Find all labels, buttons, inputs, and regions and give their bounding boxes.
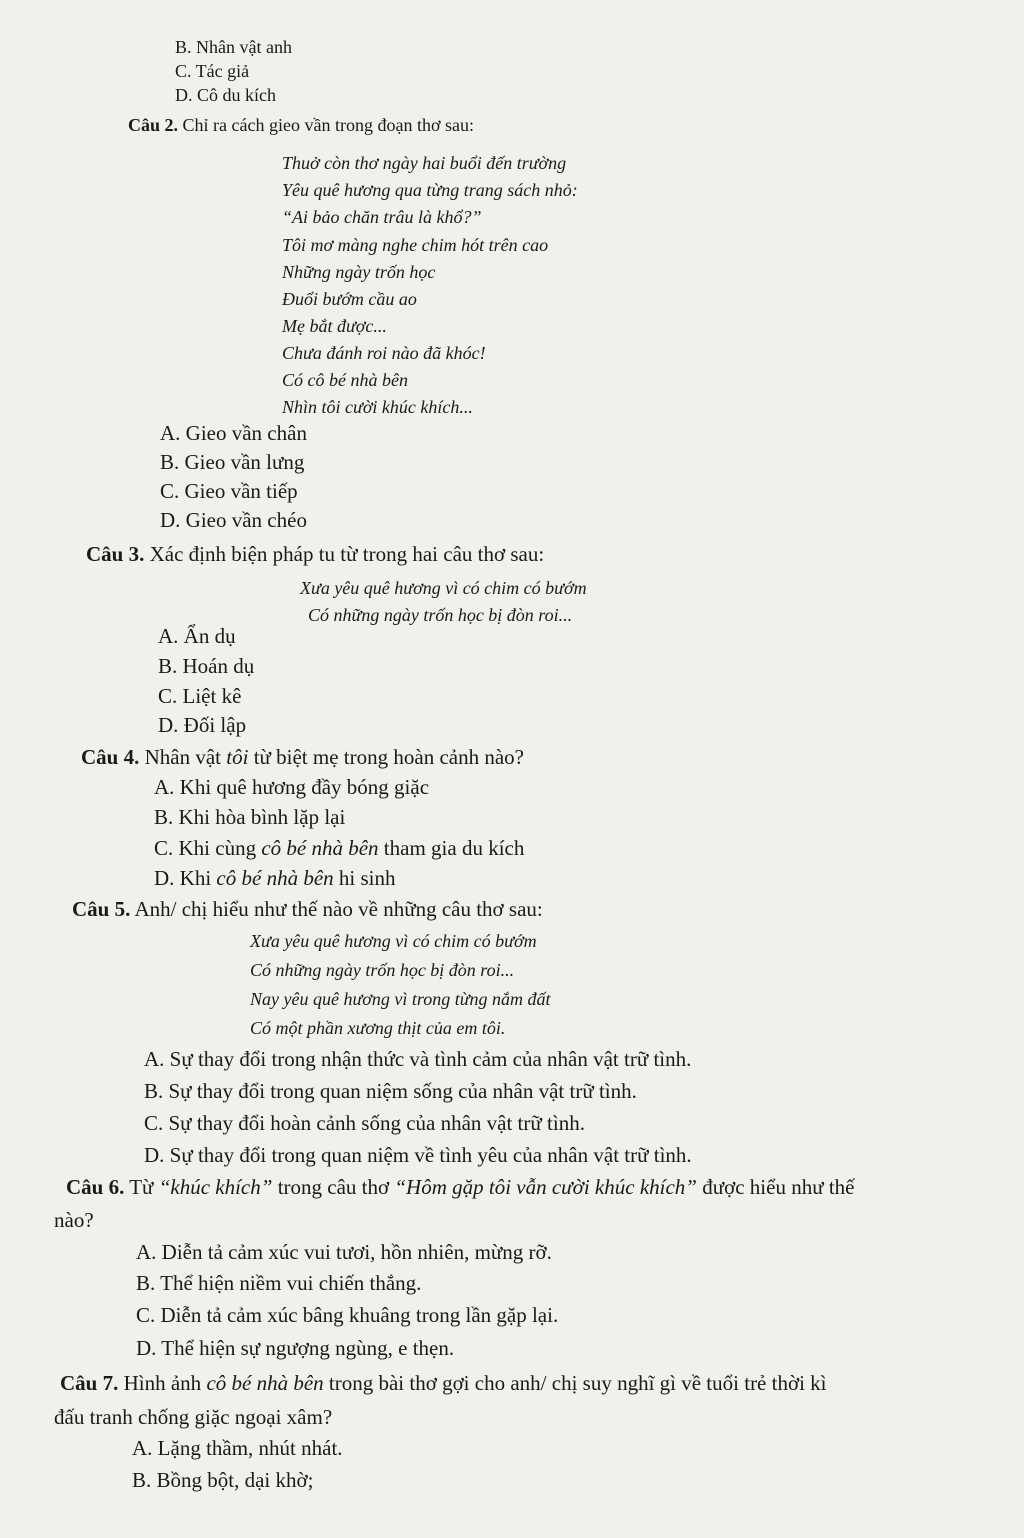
q2-poem-line: Chưa đánh roi nào đã khóc! [282,343,486,363]
q3-label: Câu 3. [86,542,145,566]
q4-option-b: B. Khi hòa bình lặp lại [154,805,346,829]
q2-option-c: C. Gieo vần tiếp [160,479,298,503]
q6-heading [66,1174,854,1200]
q7-prompt-1: Hình ảnh [118,1371,207,1395]
q2-option-a: A. Gieo vần chân [160,421,307,445]
q1-option-b: B. Nhân vật anh [175,37,292,57]
q4-label: Câu 4. [81,745,140,769]
q5-prompt: Anh/ chị hiểu như thế nào về những câu thơ sau: [134,897,543,921]
q4-prompt-before: Nhân vật [144,745,227,769]
q5-option-d: D. Sự thay đổi trong quan niệm về tình yêu của nhân vật trữ tình. [144,1143,692,1167]
q3-heading [86,541,544,567]
q6-option-d: D. Thể hiện sự ngượng ngùng, e thẹn. [136,1336,455,1360]
q2-poem-line: “Ai bảo chăn trâu là khổ?” [282,207,482,227]
q5-option-b: B. Sự thay đổi trong quan niệm sống của nhân vật trữ tình. [144,1079,637,1103]
q6-option-c: C. Diễn tả cảm xúc bâng khuâng trong lần gặp lại. [136,1303,559,1327]
q6-label: Câu 6. [66,1175,125,1199]
q7-option-a: A. Lặng thầm, nhút nhát. [132,1436,343,1460]
q5-label: Câu 5. [72,897,131,921]
q5-poem-line: Có những ngày trốn học bị đòn roi... [250,960,515,980]
q3-option-c: C. Liệt kê [158,684,242,708]
q6-prompt-1: Từ [124,1175,159,1199]
q4-prompt-after: từ biệt mẹ trong hoàn cảnh nào? [248,745,524,769]
q2-poem-line: Mẹ bắt được... [282,316,387,336]
q6-option-b: B. Thể hiện niềm vui chiến thắng. [136,1271,422,1295]
q4-option-d-before: D. Khi [154,866,217,890]
q4-heading [81,744,524,770]
q4-option-d-after: hi sinh [333,866,396,890]
q5-poem-line: Nay yêu quê hương vì trong từng nắm đất [250,989,551,1009]
q3-option-b: B. Hoán dụ [158,654,255,678]
q4-option-c [154,835,524,861]
q3-option-a: A. Ẩn dụ [158,624,236,648]
q2-poem-line: Thuở còn thơ ngày hai buổi đến trường [282,153,567,173]
q2-poem-line: Đuổi bướm cầu ao [282,289,417,309]
q7-prompt-2: trong bài thơ gợi cho anh/ chị suy nghĩ gì về tuổi trẻ thời kì [323,1371,827,1395]
q7-prompt-continuation: đấu tranh chống giặc ngoại xâm? [54,1405,333,1429]
q4-option-d [154,865,395,891]
q3-poem-line: Xưa yêu quê hương vì có chim có bướm [300,578,587,598]
q5-option-c: C. Sự thay đổi hoàn cảnh sống của nhân vật trữ tình. [144,1111,585,1135]
q5-poem-line: Xưa yêu quê hương vì có chim có bướm [250,931,537,951]
q3-option-d: D. Đối lập [158,713,247,737]
q4-option-a: A. Khi quê hương đầy bóng giặc [154,775,430,799]
q4-option-d-emphasis: cô bé nhà bên [216,866,334,890]
q3-poem-line: Có những ngày trốn học bị đòn roi... [308,605,573,625]
q7-label: Câu 7. [60,1371,119,1395]
q2-prompt: Chỉ ra cách gieo vần trong đoạn thơ sau: [182,115,474,135]
q7-heading [60,1370,827,1396]
q5-heading [72,896,543,922]
q5-option-a: A. Sự thay đổi trong nhận thức và tình cảm của nhân vật trữ tình. [144,1047,692,1071]
q2-poem-line: Những ngày trốn học [282,262,436,282]
q7-option-b: B. Bồng bột, dại khờ; [132,1468,314,1492]
q1-option-d: D. Cô du kích [175,85,276,105]
q4-prompt-emphasis: tôi [226,745,249,769]
q2-option-d: D. Gieo vần chéo [160,508,307,532]
q2-option-b: B. Gieo vần lưng [160,450,305,474]
q2-poem-line: Có cô bé nhà bên [282,370,408,390]
q2-poem-line: Tôi mơ màng nghe chim hót trên cao [282,235,549,255]
q2-poem-line: Nhìn tôi cười khúc khích... [282,397,473,417]
q6-prompt-2: trong câu thơ [272,1175,395,1199]
q2-label: Câu 2. [128,115,179,135]
q4-option-c-emphasis: cô bé nhà bên [261,836,379,860]
q5-poem-line: Có một phần xương thịt của em tôi. [250,1018,506,1038]
q1-option-c: C. Tác giả [175,61,250,81]
q6-prompt-emphasis-1: “khúc khích” [158,1175,273,1199]
q4-option-c-before: C. Khi cùng [154,836,262,860]
q3-prompt: Xác định biện pháp tu từ trong hai câu thơ sau: [149,542,545,566]
q6-prompt-3: được hiểu như thế [696,1175,855,1199]
q6-option-a: A. Diễn tả cảm xúc vui tươi, hồn nhiên, mừng rỡ. [136,1240,552,1264]
q6-prompt-continuation: nào? [54,1208,94,1232]
q2-heading [128,112,474,138]
q2-poem-line: Yêu quê hương qua từng trang sách nhỏ: [282,180,578,200]
q4-option-c-after: tham gia du kích [378,836,525,860]
q7-prompt-emphasis: cô bé nhà bên [206,1371,324,1395]
q6-prompt-emphasis-2: “Hôm gặp tôi vẫn cười khúc khích” [394,1175,697,1199]
